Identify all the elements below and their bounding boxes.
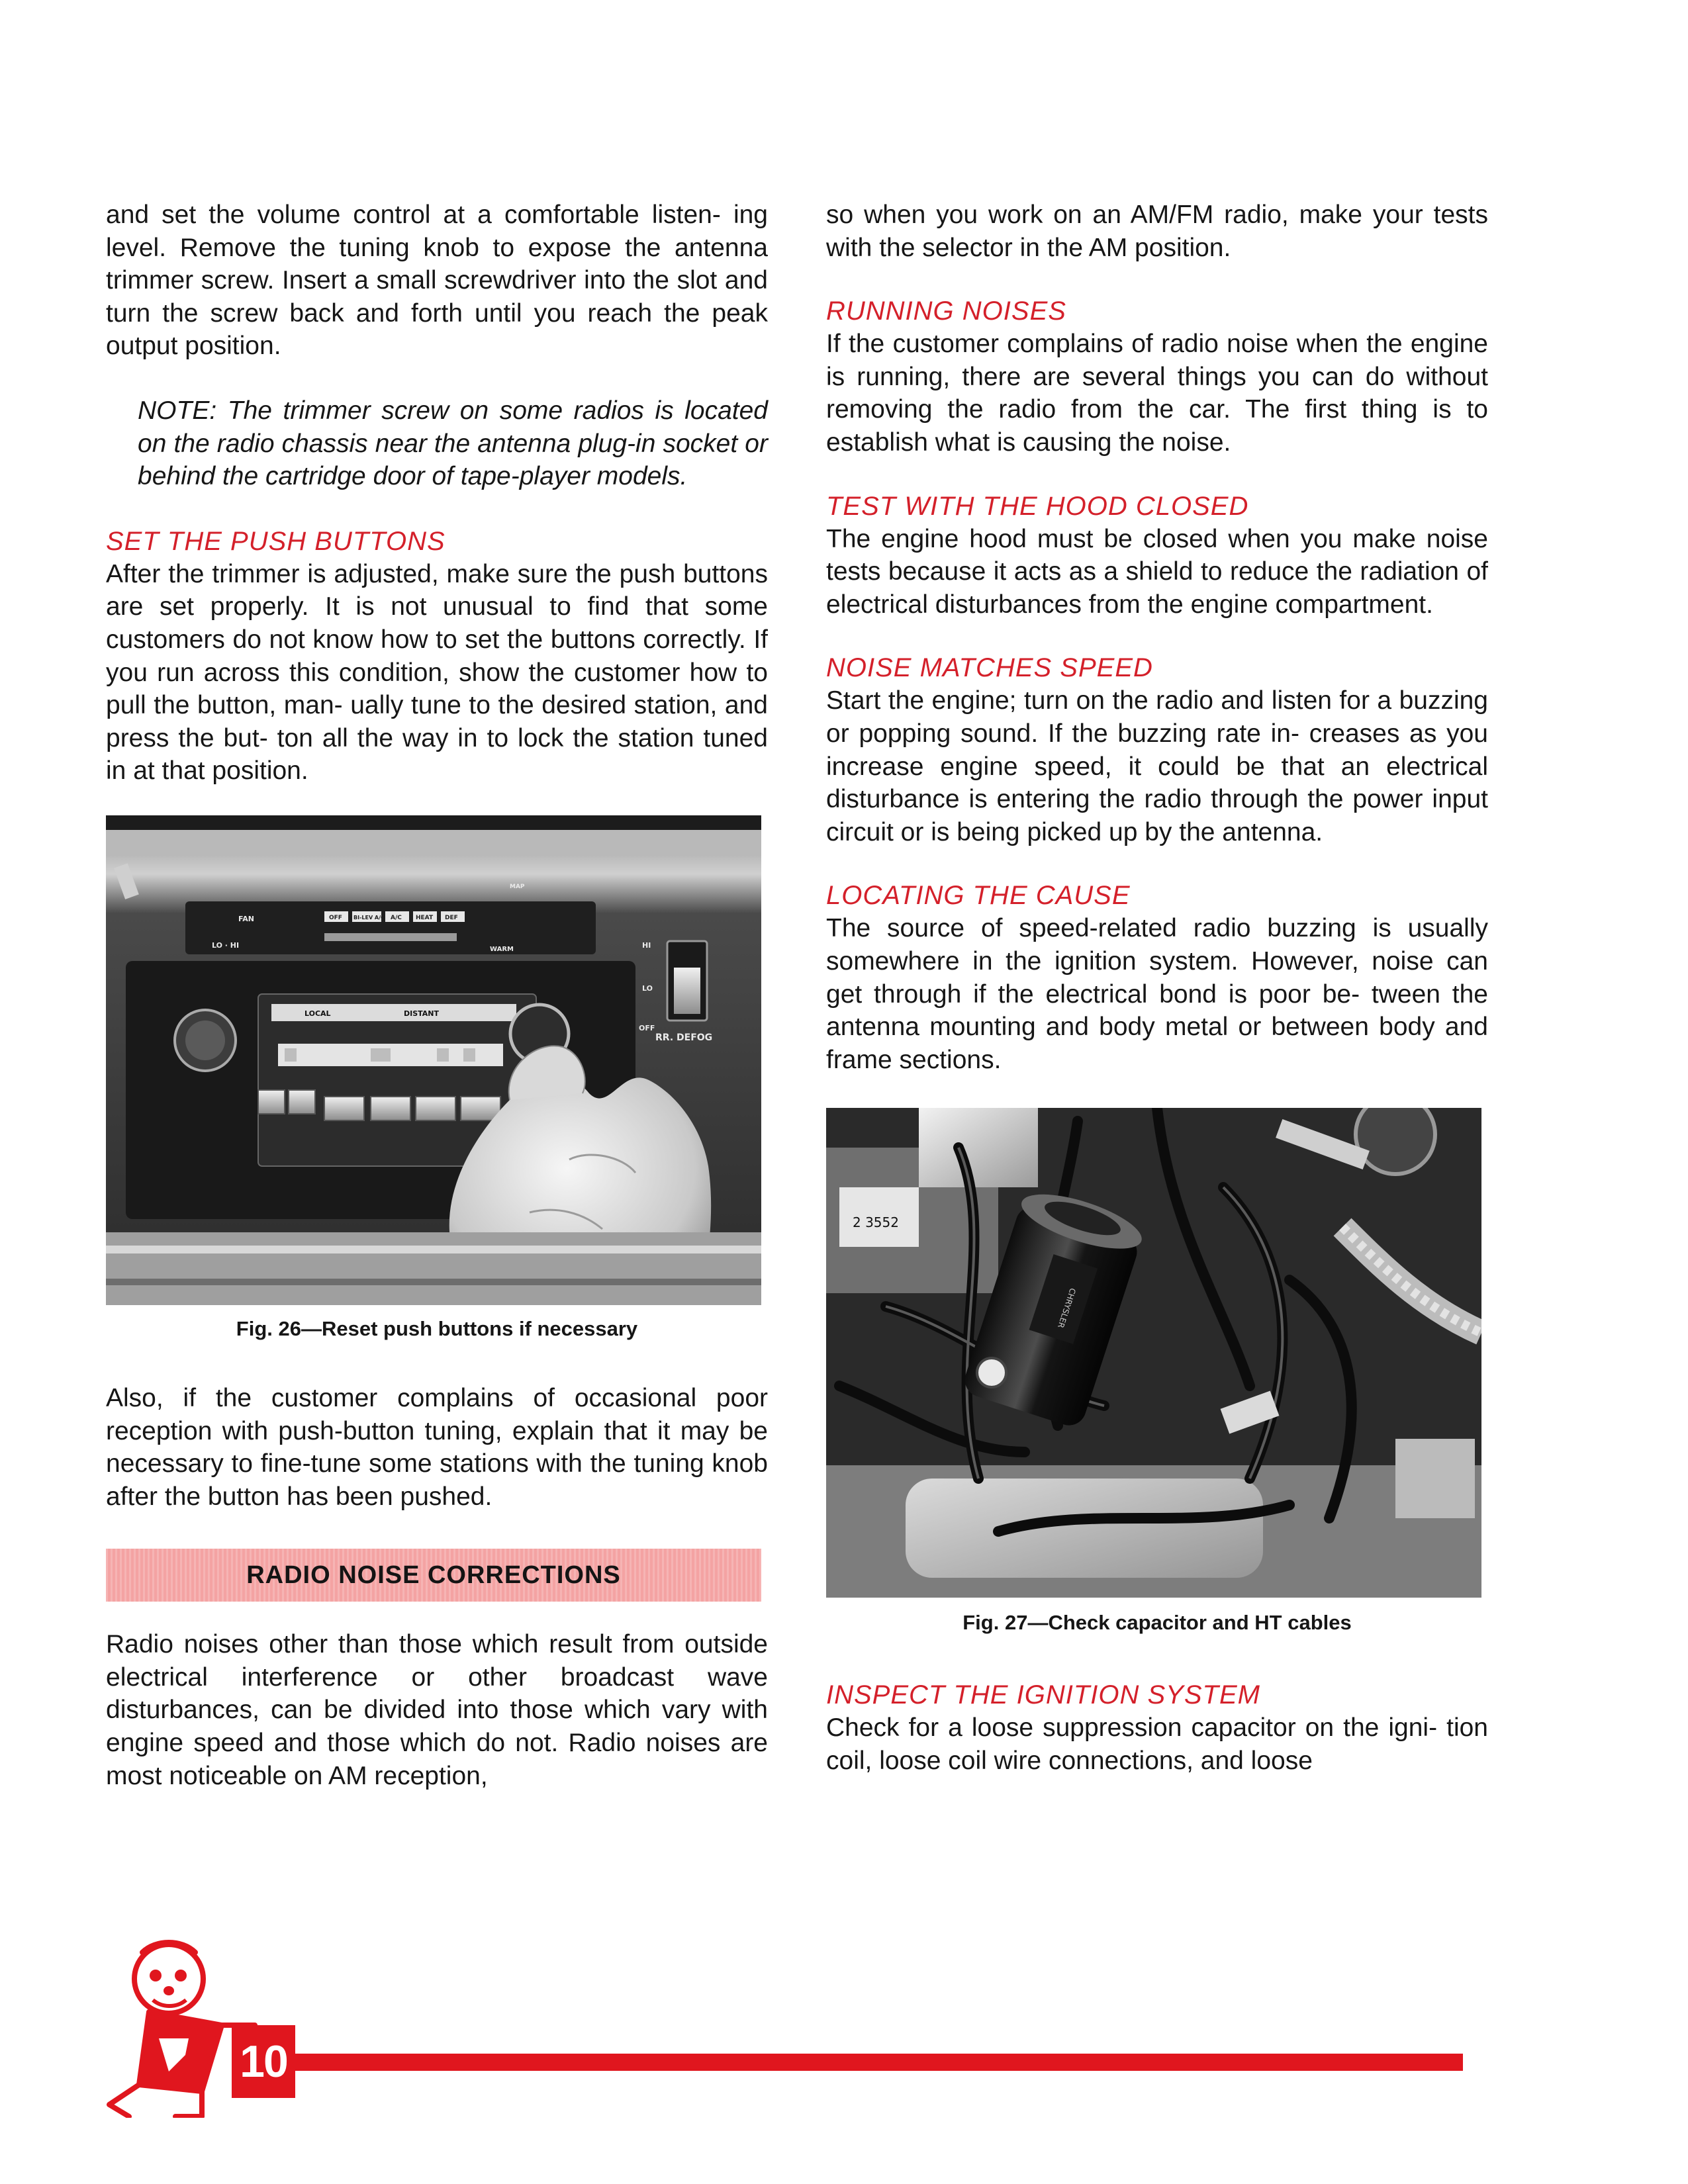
heading-noise-matches-speed: NOISE MATCHES SPEED bbox=[826, 653, 1153, 683]
heading-set-push-buttons: SET THE PUSH BUTTONS bbox=[106, 526, 445, 556]
right-column bbox=[826, 199, 1488, 1777]
paragraph-push-button-tuning: Also, if the customer complains of occasional poor reception with push-button tuning, explain that it may be necessary to fine-tune some stations with the tuning knob after the button has been pushed. bbox=[106, 1383, 768, 1511]
page-number: 10 bbox=[232, 2025, 295, 2098]
figure-26-radio-photo bbox=[106, 815, 761, 1305]
fig26-label-heat: HEAT bbox=[416, 914, 434, 921]
fig26-label-map: MAP bbox=[510, 883, 525, 890]
heading-inspect-ignition-system: INSPECT THE IGNITION SYSTEM bbox=[826, 1680, 1260, 1710]
paragraph-running-noises: If the customer complains of radio noise when the engine is running, there are several things you can do without removing the radio from the car. The first thing is to establish what is causing the noise. bbox=[826, 330, 1488, 457]
paragraph-inspect-ignition: Check for a loose suppression capacitor on the igni- tion coil, loose coil wire connections, and loose bbox=[826, 1713, 1488, 1775]
footer-rule bbox=[295, 2054, 1463, 2071]
fig26-label-warm: WARM bbox=[490, 945, 514, 953]
fig26-label-off: OFF bbox=[329, 914, 342, 921]
fig26-label-ac: A/C bbox=[391, 914, 402, 921]
left-column bbox=[106, 199, 768, 1792]
fig27-part-number: 2 3552 bbox=[853, 1214, 899, 1231]
paragraph-push-buttons: After the trimmer is adjusted, make sure the push buttons are set properly. It is not unusual to find that some customers do not know how to set the buttons correctly. If you run across this condition, show the customer how to pull the button, man- ually tune to the desired station, and press the but- ton all the way in to lock the station tuned in at that position. bbox=[106, 559, 768, 786]
heading-running-noises: RUNNING NOISES bbox=[826, 296, 1066, 326]
figure-27-engine-photo bbox=[826, 1108, 1481, 1598]
paragraph-volume: and set the volume control at a comfortable listen- ing level. Remove the tuning knob to expose the antenna trimmer screw. Insert a small screwdriver into the slot and turn the screw back and forth until you reach the peak output position. bbox=[106, 201, 768, 361]
heading-test-hood-closed: TEST WITH THE HOOD CLOSED bbox=[826, 491, 1249, 521]
paragraph-noise-matches-speed: Start the engine; turn on the radio and listen for a buzzing or popping sound. If the buzzing rate in- creases as you increase engine speed, it could be that an electrical disturbance is entering the radio through the power input circuit or is being picked up by the antenna. bbox=[826, 686, 1488, 846]
fig26-label-local: LOCAL bbox=[305, 1009, 331, 1018]
fig26-label-lo: LO bbox=[642, 983, 653, 993]
paragraph-am-position: so when you work on an AM/FM radio, make your tests with the selector in the AM position. bbox=[826, 201, 1488, 262]
paragraph-radio-noises: Radio noises other than those which result from outside electrical interference or other broadcast wave disturbances, can be divided into those which vary with engine speed and those which do not. Radio noises are most noticeable on AM reception, bbox=[106, 1630, 768, 1790]
figure-27-caption: Fig. 27—Check capacitor and HT cables bbox=[962, 1611, 1352, 1635]
fig26-label-rr-defog: RR. DEFOG bbox=[655, 1032, 713, 1043]
fig26-label-hi: HI bbox=[642, 940, 651, 950]
section-banner-radio-noise bbox=[106, 1549, 761, 1602]
figure-26-caption: Fig. 26—Reset push buttons if necessary bbox=[236, 1316, 638, 1340]
paragraph-hood-closed: The engine hood must be closed when you make noise tests because it acts as a shield to reduce the radiation of electrical disturbances from the engine compartment. bbox=[826, 524, 1488, 619]
fig26-label-def: DEF bbox=[445, 914, 458, 921]
paragraph-locating-the-cause: The source of speed-related radio buzzing is usually somewhere in the ignition system. However, noise can get through if the electrical bond is poor be- tween the antenna mounting and body metal or between body and frame sections. bbox=[826, 914, 1488, 1074]
fig26-label-fan: FAN bbox=[238, 914, 254, 923]
fig26-label-off2: OFF bbox=[639, 1023, 655, 1032]
fig26-label-bi-lev: BI-LEV A/C bbox=[353, 914, 385, 921]
svg-text:CHRYSLER: CHRYSLER bbox=[1056, 1287, 1078, 1330]
note-trimmer-screw: NOTE: The trimmer screw on some radios is located on the radio chassis near the antenna plug-in socket or behind the cartridge door of tape-player models. bbox=[138, 396, 768, 491]
fig26-label-lo-hi: LO · HI bbox=[212, 940, 240, 950]
banner-title: RADIO NOISE CORRECTIONS bbox=[246, 1561, 621, 1589]
heading-locating-the-cause: LOCATING THE CAUSE bbox=[826, 881, 1131, 911]
fig26-label-distant: DISTANT bbox=[404, 1009, 440, 1018]
